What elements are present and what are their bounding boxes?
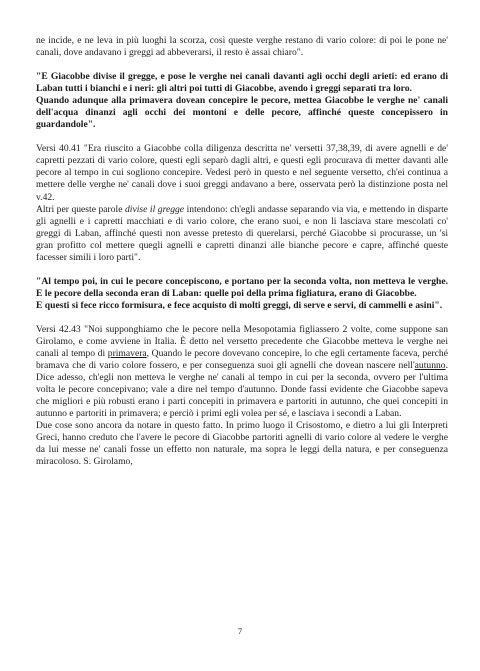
spacer	[36, 312, 448, 324]
commentary-verses-42-43: Versi 42.43 "Noi supponghiamo che le pecore nella Mesopotamia figliassero 2 volte, come suppone san Girolamo, e come avviene in Italia. È detto nel versetto precedente che Giacobbe metteva le verghe nei canali al tempo di primavera, Quando le pecore dovevano concepire, lo che egli certamente faceva, perché bramava che di vario colore fossero, e per conseguenza suoi gli agnelli che dovean nascere nell'autunno. Dice adesso, ch'egli non metteva le verghe ne' canali al tempo in cui per la seconda, ovvero per l'ultima volta le pecore concepivano; vale a dire nel tempo d'autunno. Donde fassi evidente che Giacobbe sapeva che migliori e più robusti erano i parti concepiti in primavera e partoriti in autunno, che quei concepiti in autunno e partoriti in primavera; e perciò i primi egli volea per sé, e lasciava i secondi a Laban.	[36, 323, 448, 420]
commentary-verses-40-41-continued: Altri per queste parole divise il gregge intendono: ch'egli andasse separando via via, e mettendo in disparte gli agnelli e i capretti macchiati e di vario colore, che erano suoi, e non li lasciava stare mescolati co' greggi di Laban, affinché questi non avesse pretesto di querelarsi, perché Giacobbe si procurasse, un 'si gran profitto col mettere quegli agnelli e capretti dinanzi alle bianche pecore e capre, affinché queste facesser simili i loro parti".	[36, 203, 448, 263]
commentary-verses-40-41: Versi 40.41 "Era riuscito a Giacobbe colla diligenza descritta ne' versetti 37,38,39, di avere agnelli e de' capretti pezzati di vario colore, questi egli separò dagli altri, e questi egli procurava di metter davanti alle pecore al tempo in cui sogliono concepire. Vedesi però in questo e nel seguente versetto, ch'ei continua a mettere delle verghe ne' canali dove i suoi greggi andavano a bere, osservata però la distinzione posta nel v.42.	[36, 143, 448, 203]
page-number: 7	[237, 626, 243, 636]
spacer	[36, 59, 448, 71]
final-paragraph: Due cose sono ancora da notare in questo fatto. In primo luogo il Crisostomo, e dietro a lui gli Interpreti Greci, hanno creduto che l'avere le pecore di Giacobbe partoriti agnelli di vario colore al vedere le verghe da lui messe ne' canali fosse un effetto non naturale, ma sopra le leggi della natura, e per conseguenza miracoloso. S. Girolamo,	[36, 420, 448, 468]
bible-quote-2a: "Al tempo poi, in cui le pecore concepiscono, e portano per la seconda volta, non metteva le verghe. E le pecore della seconda eran di Laban: quelle poi della prima figliatura, erano di Giacobbe.	[36, 275, 448, 299]
bible-quote-2b: E questi si fece ricco formisura, e fece acquisto di molti greggi, di serve e servi, di cammelli e asini".	[36, 299, 443, 311]
bible-quote-1a: "E Giacobbe divise il gregge, e pose le verghe nei canali davanti agli occhi degli arieti: ed erano di Laban tutti i bianchi e i neri: gli altri poi tutti di Giacobbe, avendo i greggi separati tra loro.	[36, 71, 448, 95]
document-body	[36, 35, 448, 469]
opening-paragraph: ne incide, e ne leva in più luoghi la scorza, così queste verghe restano di vario colore: di poi le pone ne' canali, dove andavano i greggi ad abbeverarsi, il resto è assai chiaro".	[36, 35, 448, 59]
underlined-word-autunno: autunno	[414, 360, 446, 372]
italic-phrase: divise il gregge	[125, 203, 185, 215]
bible-quote-1b: Quando adunque alla primavera dovean concepire le pecore, mettea Giacobbe le verghe ne' canali dell'acqua dinanzi agli occhi dei montoni e delle pecore, affinché queste concepissero in guardandole".	[36, 95, 448, 131]
spacer	[36, 264, 448, 276]
underlined-word-primavera: primavera	[107, 348, 147, 360]
spacer	[36, 131, 448, 143]
